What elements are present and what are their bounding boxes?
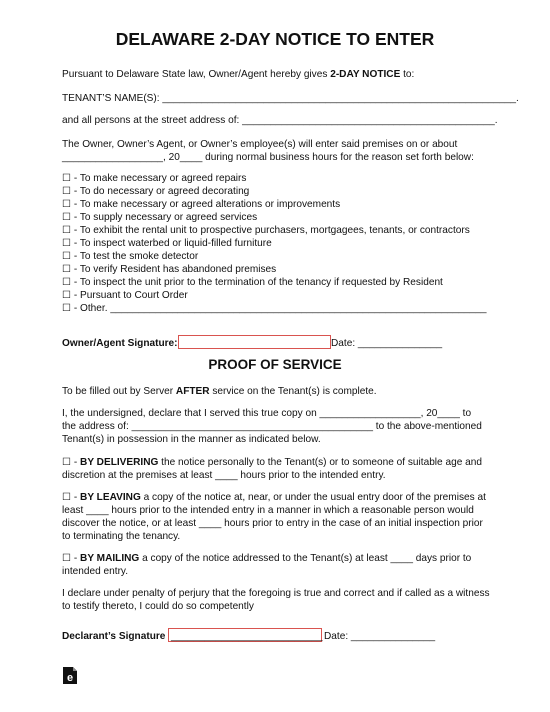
leaving-checkbox[interactable]: ☐ - <box>62 492 81 503</box>
reason-item-repairs[interactable]: ☐ - To make necessary or agreed repairs <box>62 173 247 184</box>
intro-bold: 2-DAY NOTICE <box>330 69 401 80</box>
mailing-option[interactable] <box>62 552 471 565</box>
reason-item-decorating[interactable]: ☐ - To do necessary or agreed decorating <box>62 186 250 197</box>
leaving-text: a copy of the notice at, near, or under the usual entry door of the premises at <box>140 492 486 503</box>
declarant-signature-label: Declarant’s Signature <box>62 631 166 642</box>
reason-item-alterations[interactable]: ☐ - To make necessary or agreed alterations or improvements <box>62 199 341 210</box>
entry-date-line[interactable]: __________________, 20____ during normal business hours for the reason set forth below: <box>62 152 474 163</box>
mailing-bold: BY MAILING <box>80 553 140 564</box>
mailing-checkbox[interactable]: ☐ - <box>62 553 81 564</box>
tenant-name-line[interactable]: TENANT’S NAME(S): _______________________________________________________________. <box>62 93 519 104</box>
delivering-line-2[interactable]: discretion at the premises at least ____ hours prior to the intended entry. <box>62 470 386 481</box>
delivering-text: the notice personally to the Tenant(s) or to someone of suitable age and <box>158 457 482 468</box>
delivering-checkbox[interactable]: ☐ - <box>62 457 81 468</box>
delivering-bold: BY DELIVERING <box>80 457 159 468</box>
reason-item-waterbed[interactable]: ☐ - To inspect waterbed or liquid-filled furniture <box>62 238 272 249</box>
reason-item-exhibit[interactable]: ☐ - To exhibit the rental unit to prospective purchasers, mortgagees, tenants, or contractors <box>62 225 470 236</box>
perjury-line-2: to testify thereto, I could do so competently <box>62 601 254 612</box>
proof-of-service-title: PROOF OF SERVICE <box>208 357 342 372</box>
declarant-signature-date[interactable]: Date: _______________ <box>324 631 436 642</box>
reason-item-abandoned[interactable]: ☐ - To verify Resident has abandoned premises <box>62 264 277 275</box>
mailing-text: a copy of the notice addressed to the Tenant(s) at least ____ days prior to <box>139 553 472 564</box>
entry-text-1: The Owner, Owner’s Agent, or Owner’s employee(s) will enter said premises on or about <box>62 139 458 150</box>
svg-text:e: e <box>66 672 74 684</box>
mailing-line-2: intended entry. <box>62 566 129 577</box>
reason-item-smoke-detector[interactable]: ☐ - To test the smoke detector <box>62 251 199 262</box>
intro-text: Pursuant to Delaware State law, Owner/Agent hereby gives <box>62 69 331 80</box>
leaving-option[interactable] <box>62 491 486 504</box>
declare-line-3: Tenant(s) in possession in the manner as indicated below. <box>62 434 321 445</box>
server-note-text: To be filled out by Server <box>62 386 176 397</box>
server-note-text-end: service on the Tenant(s) is complete. <box>209 386 377 397</box>
declare-line-1[interactable]: I, the undersigned, declare that I served this true copy on __________________, 20____ to <box>62 408 472 419</box>
declarant-signature-underline: ___________________________ <box>171 631 323 642</box>
leaving-bold: BY LEAVING <box>80 492 141 503</box>
server-note-bold: AFTER <box>175 386 210 397</box>
reason-item-inspect[interactable]: ☐ - To inspect the unit prior to the termination of the tenancy if requested by Resident <box>62 277 443 288</box>
owner-signature-date[interactable]: Date: _______________ <box>331 338 443 349</box>
leaving-line-2[interactable]: least ____ hours prior to the intended entry in a manner in which a reasonable person would <box>62 505 474 516</box>
reason-item-court-order[interactable]: ☐ - Pursuant to Court Order <box>62 290 188 301</box>
declare-line-2[interactable]: the address of: ___________________________________________ to the above-mentioned <box>62 421 482 432</box>
document-logo-icon <box>62 667 78 685</box>
street-address-line[interactable]: and all persons at the street address of: _____________________________________________. <box>62 115 498 126</box>
owner-signature-label: Owner/Agent Signature: <box>62 338 178 349</box>
perjury-line-1: I declare under penalty of perjury that the foregoing is true and correct and if called as a witness <box>62 588 490 599</box>
leaving-line-3[interactable]: discover the notice, or at least ____ hours prior to entry in the case of an initial inspection prior <box>62 518 483 529</box>
document-title: DELAWARE 2-DAY NOTICE TO ENTER <box>115 29 435 49</box>
intro-text-end: to: <box>400 69 415 80</box>
reason-item-other[interactable]: ☐ - Other. ___________________________________________________________________ <box>62 303 487 314</box>
delivering-option[interactable] <box>62 456 482 469</box>
owner-signature-field[interactable] <box>178 335 331 349</box>
intro-line <box>62 68 414 81</box>
server-note <box>62 385 377 398</box>
leaving-line-4: to terminating the tenancy. <box>62 531 181 542</box>
reason-item-services[interactable]: ☐ - To supply necessary or agreed services <box>62 212 258 223</box>
